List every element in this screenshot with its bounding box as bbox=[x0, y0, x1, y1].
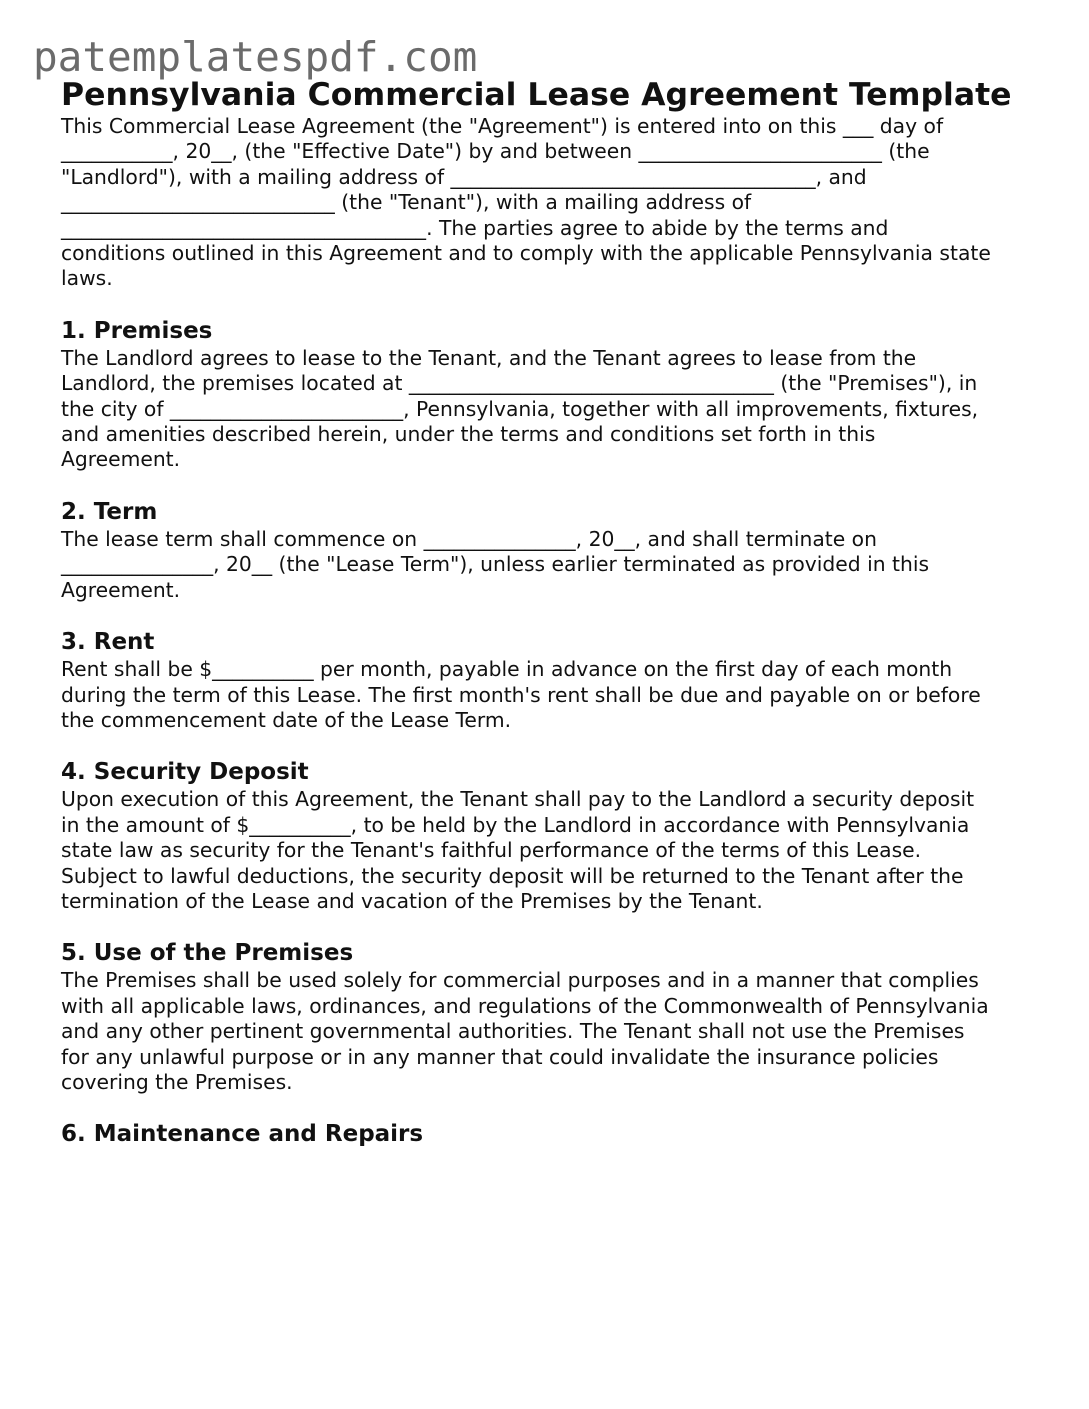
intro-line: "Landlord"), with a mailing address of ____________________________________, and bbox=[61, 164, 867, 189]
watermark: patemplatespdf.com bbox=[33, 33, 478, 81]
section-heading-premises: 1. Premises bbox=[61, 317, 213, 344]
body-line: The Premises shall be used solely for commercial purposes and in a manner that complies bbox=[61, 968, 979, 993]
body-line: the commencement date of the Lease Term. bbox=[61, 707, 512, 732]
section-heading-use-of-premises: 5. Use of the Premises bbox=[61, 940, 354, 967]
document-title: Pennsylvania Commercial Lease Agreement Template bbox=[61, 77, 1012, 113]
body-line: Agreement. bbox=[61, 577, 181, 602]
body-line: for any unlawful purpose or in any manner that could invalidate the insurance policies bbox=[61, 1044, 939, 1069]
intro-line: conditions outlined in this Agreement and to comply with the applicable Pennsylvania state bbox=[61, 241, 991, 266]
body-line: Upon execution of this Agreement, the Tenant shall pay to the Landlord a security deposit bbox=[61, 787, 975, 812]
section-body-rent bbox=[61, 657, 1033, 733]
body-line: The Landlord agrees to lease to the Tenant, and the Tenant agrees to lease from the bbox=[61, 345, 917, 370]
intro-line: ____________________________________. The parties agree to abide by the terms and bbox=[61, 215, 889, 240]
body-line: Agreement. bbox=[61, 447, 181, 472]
body-line: and any other pertinent governmental authorities. The Tenant shall not use the Premises bbox=[61, 1019, 965, 1044]
body-line: during the term of this Lease. The first month's rent shall be due and payable on or before bbox=[61, 682, 981, 707]
body-line: The lease term shall commence on _______________, 20__, and shall terminate on bbox=[61, 526, 877, 551]
section-body-term bbox=[61, 527, 1033, 603]
body-line: Landlord, the premises located at ____________________________________ (the "Premises"), in bbox=[61, 371, 978, 396]
document-page bbox=[61, 76, 1033, 1149]
body-line: Rent shall be $__________ per month, payable in advance on the first day of each month bbox=[61, 657, 953, 682]
body-line: termination of the Lease and vacation of the Premises by the Tenant. bbox=[61, 888, 763, 913]
intro-line: ___________________________ (the "Tenant"), with a mailing address of bbox=[61, 190, 752, 215]
section-body-security-deposit bbox=[61, 787, 1033, 914]
body-line: state law as security for the Tenant's faithful performance of the terms of this Lease. bbox=[61, 838, 922, 863]
body-line: in the amount of $__________, to be held by the Landlord in accordance with Pennsylvania bbox=[61, 812, 970, 837]
section-heading-term: 2. Term bbox=[61, 498, 158, 525]
body-line: the city of _______________________, Pennsylvania, together with all improvements, fixtures, bbox=[61, 396, 979, 421]
body-line: and amenities described herein, under the terms and conditions set forth in this bbox=[61, 422, 876, 447]
body-line: covering the Premises. bbox=[61, 1069, 293, 1094]
body-line: Subject to lawful deductions, the security deposit will be returned to the Tenant after the bbox=[61, 863, 964, 888]
section-body-use-of-premises bbox=[61, 968, 1033, 1095]
section-body-premises bbox=[61, 346, 1033, 473]
body-line: _______________, 20__ (the "Lease Term"), unless earlier terminated as provided in this bbox=[61, 552, 930, 577]
intro-line: This Commercial Lease Agreement (the "Agreement") is entered into on this ___ day of bbox=[61, 114, 944, 138]
body-line: with all applicable laws, ordinances, and regulations of the Commonwealth of Pennsylvania bbox=[61, 993, 989, 1018]
intro-paragraph bbox=[61, 114, 1033, 292]
section-heading-security-deposit: 4. Security Deposit bbox=[61, 759, 309, 786]
section-heading-maintenance-repairs: 6. Maintenance and Repairs bbox=[61, 1121, 424, 1148]
section-heading-rent: 3. Rent bbox=[61, 629, 155, 656]
intro-line: ___________, 20__, (the "Effective Date") by and between ________________________ (the bbox=[61, 139, 930, 164]
intro-line: laws. bbox=[61, 266, 113, 291]
